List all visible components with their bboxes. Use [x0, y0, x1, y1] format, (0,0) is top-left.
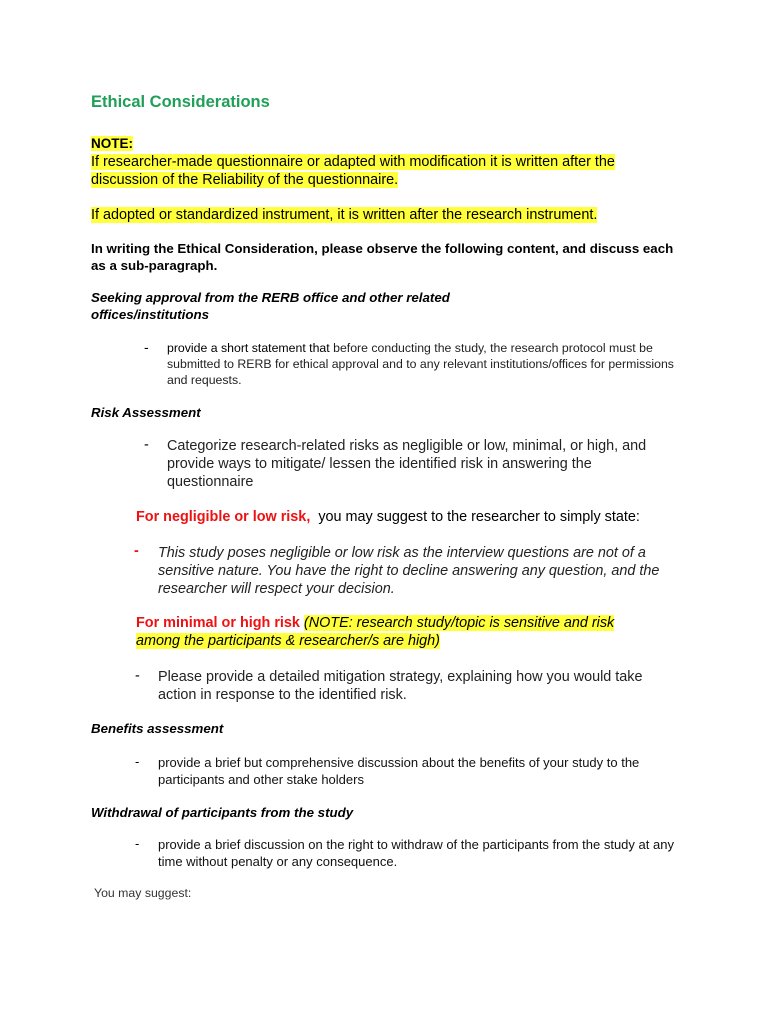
- risk-bullet: Categorize research-related risks as negligible or low, minimal, or high, and provide ways to mitigate/ lessen the identified risk in answering the questionnaire: [167, 438, 647, 490]
- approval-bullet-lead: provide a short statement that: [167, 341, 334, 355]
- section-heading-withdrawal: Withdrawal of participants from the study: [91, 805, 354, 820]
- instruction-paragraph: In writing the Ethical Consideration, please observe the following content, and discuss each as a sub-paragraph.: [91, 241, 674, 273]
- high-risk-bullet: Please provide a detailed mitigation strategy, explaining how you would take action in response to the identified risk.: [158, 669, 643, 703]
- high-risk-line: [136, 614, 656, 650]
- low-risk-text: you may suggest to the researcher to simply state:: [318, 509, 640, 525]
- low-risk-line: [136, 509, 696, 525]
- note-line-reliability: If researcher-made questionnaire or adapted with modification it is written after the discussion of the Reliability of the questionnaire.: [91, 154, 615, 188]
- high-risk-note: (NOTE: research study/topic is sensitive and risk among the participants & researcher/s are high): [136, 615, 615, 649]
- bullet-dash: -: [135, 668, 140, 684]
- footer-text: You may suggest:: [94, 886, 192, 900]
- bullet-dash: -: [135, 836, 140, 851]
- bullet-dash: -: [144, 339, 149, 355]
- low-risk-dash: -: [134, 543, 139, 559]
- approval-bullet: [167, 340, 677, 388]
- bullet-dash: -: [144, 437, 149, 453]
- low-risk-label: For negligible or low risk,: [136, 509, 311, 525]
- low-risk-statement: This study poses negligible or low risk as the interview questions are not of a sensitive nature. You have the right to decline answering any question, and the researcher will respect your decision.: [158, 545, 660, 597]
- page-title: Ethical Considerations: [91, 93, 270, 111]
- bullet-dash: -: [135, 754, 140, 769]
- section-heading-approval: Seeking approval from the RERB office and other related offices/institutions: [91, 290, 450, 322]
- note-block: [91, 135, 691, 224]
- withdrawal-bullet: provide a brief discussion on the right to withdraw of the participants from the study at any time without penalty or any consequence.: [158, 837, 674, 869]
- benefits-bullet: provide a brief but comprehensive discussion about the benefits of your study to the participants and other stake holders: [158, 755, 640, 787]
- note-line-standardized: If adopted or standardized instrument, it is written after the research instrument.: [91, 207, 598, 223]
- note-label: NOTE:: [91, 136, 133, 151]
- section-heading-benefits: Benefits assessment: [91, 721, 224, 736]
- high-risk-label: For minimal or high risk: [136, 615, 300, 631]
- section-heading-risk: Risk Assessment: [91, 405, 201, 420]
- approval-bullet-rest: before conducting the study, the research protocol must be submitted to RERB for ethical approval and to any relevant institutions/offices for permissions and requests.: [167, 341, 674, 387]
